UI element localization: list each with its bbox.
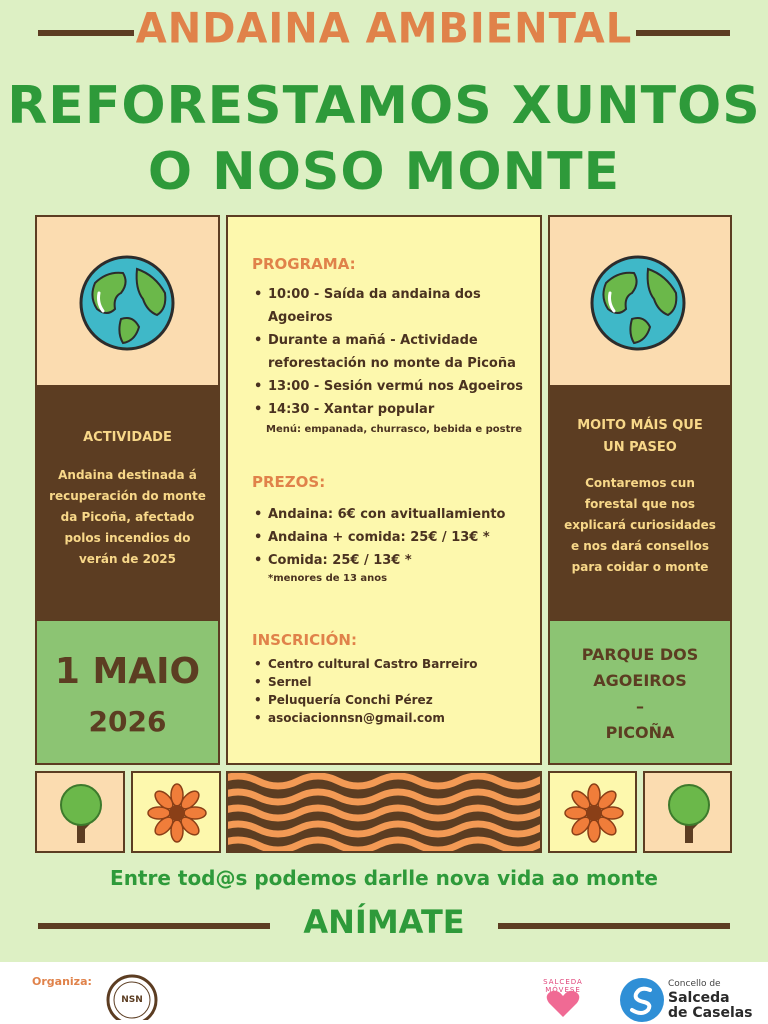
right-title-line2: UN PASEO: [603, 440, 677, 455]
right-line: explicará curiosidades: [564, 518, 716, 532]
top-title: ANDAINA AMBIENTAL: [135, 4, 633, 54]
place-line3: PICOÑA: [605, 723, 675, 742]
list-item: • Comida: 25€ / 13€ *: [252, 549, 532, 572]
activity-line: recuperación do monte: [49, 489, 206, 503]
place-line1: PARQUE DOS: [581, 645, 699, 664]
menu-note: Menú: empanada, churrasco, bebida e postre: [266, 424, 523, 435]
main-title-line1: REFORESTAMOS XUNTOS: [7, 76, 761, 136]
place-dash: –: [636, 697, 644, 716]
concello-line1: Salceda: [668, 990, 730, 1006]
list-item: • Peluquería Conchi Pérez: [252, 691, 532, 709]
place-line2: AGOEIROS: [593, 671, 687, 690]
activity-line: Andaina destinada á: [58, 468, 197, 482]
cta-title: ANÍMATE: [303, 903, 465, 941]
right-title-line1: MOITO MÁIS QUE: [577, 418, 703, 433]
nsn-logo-text: NSN: [121, 995, 143, 1005]
list-item: • Sernel: [252, 673, 532, 691]
date-panel: [35, 619, 220, 765]
list-item: • asociacionnsn@gmail.com: [252, 709, 532, 727]
list-item: • Andaina: 6€ con avituallamiento: [252, 503, 532, 526]
concello-emblem-icon: [620, 978, 664, 1022]
program-panel: [226, 215, 542, 765]
salceda-moves-logo: [528, 976, 598, 1022]
left-globe-panel: [35, 215, 220, 387]
prezos-list: [252, 503, 532, 572]
right-info-panel: [548, 385, 732, 621]
nsn-logo: [106, 974, 158, 1020]
right-line: forestal que nos: [584, 497, 696, 511]
activity-text: [37, 465, 218, 570]
tree-tile-right: [643, 771, 732, 853]
inscricion-title: INSCRICIÓN:: [252, 631, 357, 649]
flower-icon: [147, 783, 207, 843]
right-globe-panel: [548, 215, 732, 387]
flower-icon: [564, 783, 624, 843]
list-item: • Andaina + comida: 25€ / 13€ *: [252, 526, 532, 549]
activity-line: polos incendios do: [64, 531, 191, 545]
list-item: • 14:30 - Xantar popular: [252, 398, 532, 421]
heart-icon: [546, 990, 580, 1018]
tree-icon: [51, 781, 111, 847]
flower-tile-left: [131, 771, 221, 853]
list-item: • 13:00 - Sesión vermú nos Agoeiros: [252, 375, 532, 398]
salceda-moves-text: SALCEDA MÓVESE: [543, 978, 583, 994]
list-item: • Durante a mañá - Actividade reforestación no monte da Picoña: [252, 329, 532, 375]
date-line2: 2026: [88, 705, 167, 738]
list-item: • 10:00 - Saída da andaina dos Agoeiros: [252, 283, 532, 329]
place-panel: [548, 619, 732, 765]
inscricion-list: [252, 655, 532, 727]
concello-line2: de Caselas: [668, 1005, 753, 1021]
organiza-label: Organiza:: [32, 975, 92, 988]
right-line: Contaremos cun: [585, 476, 695, 490]
right-line: para coidar o monte: [571, 560, 709, 574]
globe-icon: [77, 253, 177, 353]
activity-line: da Picoña, afectado: [60, 510, 195, 524]
right-text: [550, 473, 730, 578]
programa-title: PROGRAMA:: [252, 255, 356, 273]
concello-small-text: Concello de: [668, 979, 721, 989]
slogan: Entre tod@s podemos darlle nova vida ao monte: [110, 866, 658, 890]
main-title-line2: O NOSO MONTE: [147, 142, 621, 202]
wave-tile: [226, 771, 542, 853]
flower-tile-right: [548, 771, 637, 853]
tree-icon: [659, 781, 719, 847]
prezos-note: *menores de 13 anos: [268, 573, 388, 584]
globe-icon: [588, 253, 688, 353]
date-line1: 1 MAIO: [54, 651, 201, 692]
activity-title: ACTIVIDADE: [83, 430, 172, 445]
list-item: • Centro cultural Castro Barreiro: [252, 655, 532, 673]
wave-pattern: [228, 773, 540, 851]
tree-tile-left: [35, 771, 125, 853]
programa-list: [252, 283, 532, 421]
left-activity-panel: [35, 385, 220, 621]
concello-logo: [620, 978, 760, 1022]
prezos-title: PREZOS:: [252, 473, 326, 491]
activity-line: verán de 2025: [78, 552, 176, 566]
right-line: e nos dará consellos: [570, 539, 710, 553]
